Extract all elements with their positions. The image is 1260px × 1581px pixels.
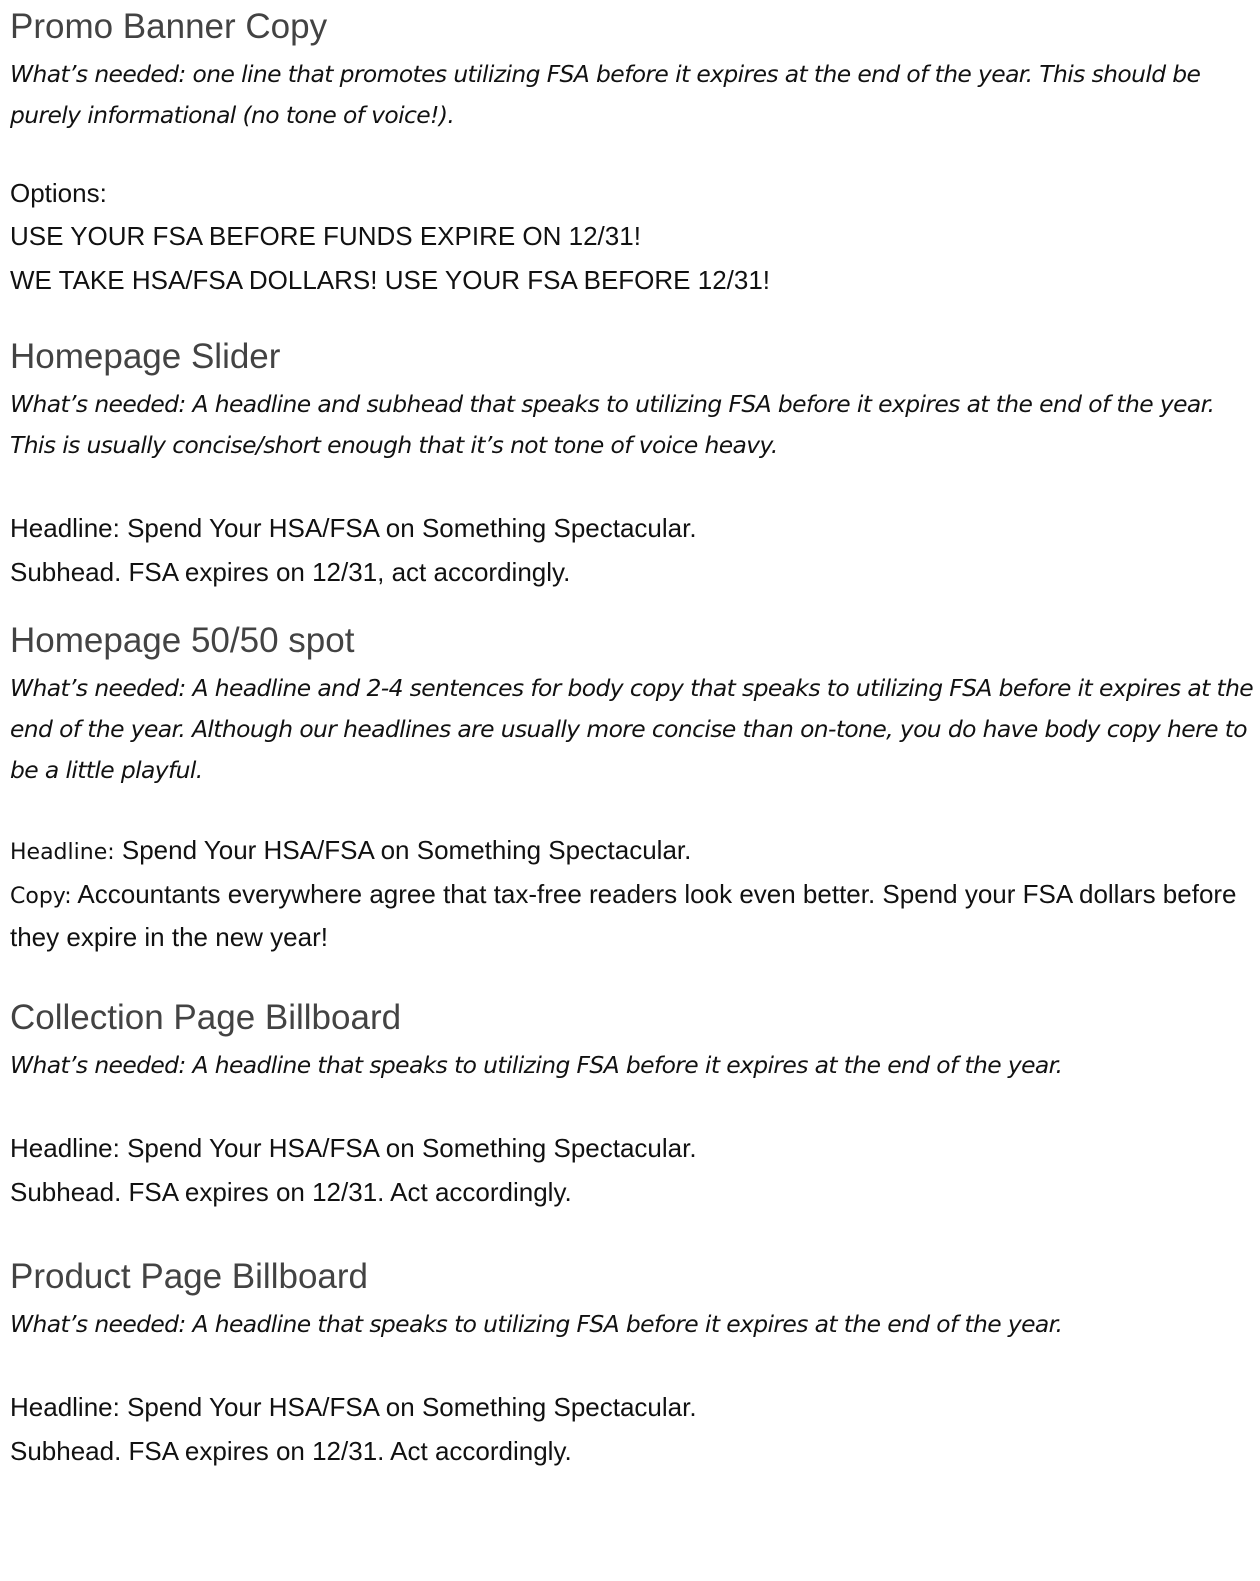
section-title: Promo Banner Copy (10, 7, 328, 46)
headline-line (10, 829, 1255, 874)
requirement-note: What’s needed: A headline and subhead that speaks to utilizing FSA before it expires at the end of the year. This is usually concise/short enough that it’s not tone of voice heavy. (10, 390, 1215, 459)
option-item: WE TAKE HSA/FSA DOLLARS! USE YOUR FSA BEFORE 12/31! (10, 265, 771, 295)
subhead-line: Subhead. FSA expires on 12/31, act accordingly. (10, 557, 571, 587)
copy-line (10, 874, 1255, 957)
requirement-note: What’s needed: A headline and 2-4 sentences for body copy that speaks to utilizing FSA before it expires at the end of the year. Although our headlines are usually more concise than on-tone, you do have body copy here to be a little playful. (10, 674, 1254, 784)
requirement-note: What’s needed: one line that promotes utilizing FSA before it expires at the end of the year. This should be purely informational (no tone of voice!). (10, 60, 1201, 129)
requirement-note: What’s needed: A headline that speaks to utilizing FSA before it expires at the end of the year. (10, 1310, 1063, 1338)
copy-text: Accountants everywhere agree that tax-free readers look even better. Spend your FSA dollars before they expire in the new year! (10, 879, 1237, 952)
options-label: Options: (10, 178, 107, 208)
section-product-billboard (10, 1256, 1255, 1473)
headline-line: Headline: Spend Your HSA/FSA on Something Spectacular. (10, 513, 697, 543)
section-collection-billboard (10, 997, 1255, 1214)
option-item: USE YOUR FSA BEFORE FUNDS EXPIRE ON 12/31! (10, 221, 641, 251)
headline-label: Headline: (10, 840, 115, 865)
section-title: Product Page Billboard (10, 1257, 368, 1296)
section-homepage-5050 (10, 620, 1255, 957)
headline-line: Headline: Spend Your HSA/FSA on Something Spectacular. (10, 1392, 697, 1422)
subhead-line: Subhead. FSA expires on 12/31. Act accordingly. (10, 1177, 572, 1207)
section-promo-banner (10, 6, 1255, 302)
requirement-note: What’s needed: A headline that speaks to utilizing FSA before it expires at the end of the year. (10, 1051, 1063, 1079)
document (10, 0, 1255, 1473)
section-title: Homepage Slider (10, 337, 281, 376)
copy-label: Copy: (10, 884, 72, 909)
section-title: Homepage 50/50 spot (10, 621, 355, 660)
headline-line: Headline: Spend Your HSA/FSA on Something Spectacular. (10, 1133, 697, 1163)
section-title: Collection Page Billboard (10, 998, 402, 1037)
subhead-line: Subhead. FSA expires on 12/31. Act accordingly. (10, 1436, 572, 1466)
section-homepage-slider (10, 336, 1255, 594)
headline-text: Spend Your HSA/FSA on Something Spectacular. (114, 835, 692, 865)
